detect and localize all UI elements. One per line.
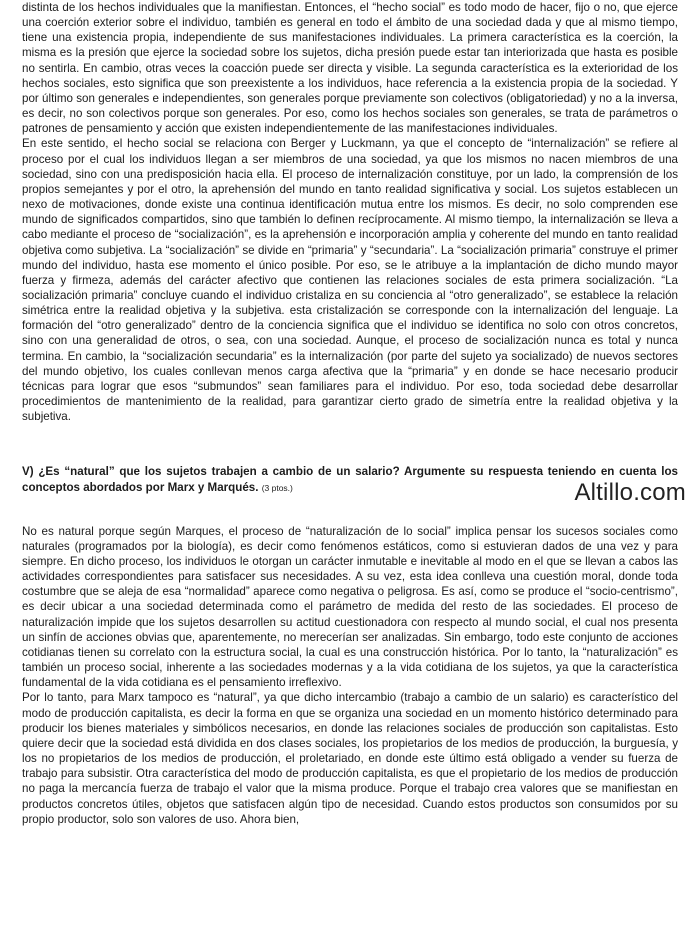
- body-paragraph: No es natural porque según Marques, el proceso de “naturalización de lo social” implica pensar los sucesos sociales como naturales (programados por la biología), es decir como fenómenos estáticos, como si estuvieran dados de una vez y para siempre. En dicho proceso, los individuos le otorgan un carácter inmutable e inevitable al modo en el que se llevan a cabos las actividades correspondientes para satisfacer sus necesidades. A su vez, esta idea conlleva una cuestión moral, donde toda costumbre que se aleja de esa “normalidad” aparece como negativa o peligrosa. Es así, como se produce el “socio-centrismo”, es decir ubicar a una sociedad determinada como el parámetro de medida del resto de las sociedades. El proceso de naturalización impide que los sujetos desarrollen su actitud cuestionadora con respecto al mundo social, el cual nos presenta un sinfín de acciones obvias que, aparentemente, no merecerían ser analizadas. Sin embargo, todo este conjunto de acciones cotidianas tienen su correlato con la estructura social, la cual es una construcción histórica. Por lo tanto, la “naturalización” es también un proceso social, inherente a las sociedades modernas y a la vida cotidiana de los sujetos, ya que la característica fundamental de la vida cotidiana es el pensamiento irreflexivo.: [22, 524, 678, 690]
- question-points: (3 ptos.): [261, 482, 293, 493]
- document-page: [22, 0, 678, 827]
- body-paragraph: distinta de los hechos individuales que la manifiestan. Entonces, el “hecho social” es todo modo de hacer, fijo o no, que ejerce una coerción exterior sobre el individuo, también es general en todo el ámbito de una sociedad dada y que al mismo tiempo, tiene una existencia propia, independiente de sus manifestaciones individuales. La primera característica es la coerción, la misma es la presión que ejerce la sociedad sobre los sujetos, dicha presión puede estar tan interiorizada que hasta es posible no sentirla. En cambio, otras veces la coacción puede ser directa y visible. La segunda característica es la exterioridad de los hechos sociales, esto significa que son preexistente a los individuos, hace referencia a la existencia propia de la sociedad. Y por último son generales e independientes, son generales porque previamente son colectivos (obligatoriedad) y no a la inversa, es decir, no son colectivos porque son generales. Por eso, como los hechos sociales son generales, se trata de parámetros o patrones de pensamiento y acción que existen independientemente de las manifestaciones individuales.: [22, 1, 678, 136]
- section-gap: [22, 424, 678, 464]
- watermark-logo: Altillo.com: [574, 479, 686, 506]
- body-paragraph: En este sentido, el hecho social se relaciona con Berger y Luckmann, ya que el concepto de “internalización” se refiere al proceso por el cual los individuos llegan a ser miembros de una sociedad, ya que los mismos no nacen miembros de una sociedad, sino con una predisposición hacia ella. El proceso de internalización constituye, por un lado, la comprensión de los propios semejantes y por el otro, la aprehensión del mundo en tanto realidad significativa y social. Los sujetos establecen un nexo de motivaciones, donde existe una continua identificación mutua entre los mismos. Es decir, no solo comprenden ese mundo de significados compartidos, sino que también lo definen recíprocamente. Al mismo tiempo, la internalización se lleva a cabo mediante el proceso de “socialización”, es la aprehensión e incorporación amplia y coherente del mundo en tanto realidad objetiva como subjetiva. La “socialización” se divide en “primaria” y “secundaria”. La “socialización primaria” construye el primer mundo del individuo, hasta ese momento el único posible. Por eso, se le atribuye a la implantación de dicho mundo mayor fuerza y firmeza, además del carácter afectivo que contienen las relaciones sociales de esta primera socialización. “La socialización primaria” concluye cuando el individuo cristaliza en su conciencia al “otro generalizado”, se establece la relación simétrica entre la realidad objetiva y la subjetiva. esta cristalización se corresponde con la internalización del lenguaje. La formación del “otro generalizado” dentro de la conciencia significa que el individuo se identifica no solo con otros concretos, sino con una generalidad de otros, o sea, con una sociedad. Aunque, el proceso de socialización nunca es total y nunca termina. En cambio, la “socialización secundaria” es la internalización (por parte del sujeto ya socializado) de nuevos sectores del mundo objetivo, los cuales conllevan menos carga afectiva que la “primaria” y en donde se hace necesario producir técnicas para lograr que esos “submundos” sean familiares para el individuo. Por eso, toda sociedad debe desarrollar procedimientos de mantenimiento de la realidad, para garantizar cierto grado de simetría entre la realidad objetiva y la subjetiva.: [22, 137, 678, 424]
- question-text: V) ¿Es “natural” que los sujetos trabajen a cambio de un salario? Argumente su respuesta teniendo en cuenta los conceptos abordados por Marx y Marqués.: [22, 465, 678, 494]
- body-paragraph: Por lo tanto, para Marx tampoco es “natural”, ya que dicho intercambio (trabajo a cambio de un salario) es característico del modo de producción capitalista, es decir la forma en que se organiza una sociedad en un momento histórico determinado para producir los bienes materiales y simbólicos necesarios, en donde las relaciones sociales de producción son capitalistas. Esto quiere decir que la sociedad está dividida en dos clases sociales, los propietarios de los medios de producción, la burguesía, y los no propietarios de los medios de producción, el proletariado, en donde este último está obligado a vender su fuerza de trabajo para subsistir. Otra característica del modo de producción capitalista, es que el propietario de los medios de producción no paga la mercancía fuerza de trabajo el valor que la misma produce. Porque el trabajo crea valores que se manifiestan en productos concretos útiles, objetos que satisfacen algún tipo de necesidad. Cuando estos productos son consumidos por su propio productor, solo son valores de uso. Ahora bien,: [22, 691, 678, 826]
